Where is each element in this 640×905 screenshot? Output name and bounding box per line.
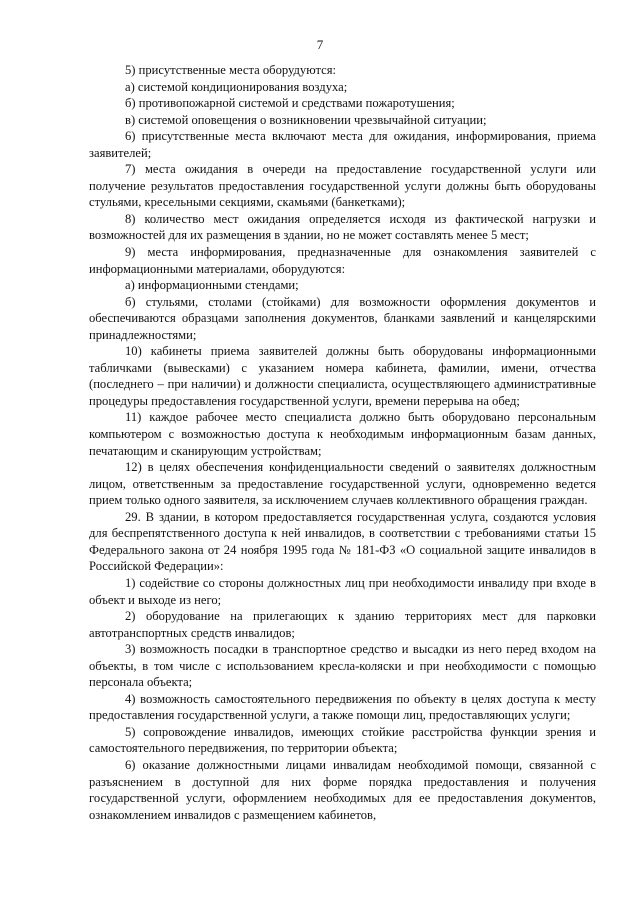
- paragraph: 2) оборудование на прилегающих к зданию территориях мест для парковки автотранспортных средств инвалидов;: [89, 609, 596, 640]
- paragraph: 10) кабинеты приема заявителей должны быть оборудованы информационными табличками (вывесками) с указанием номера кабинета, фамилии, имени, отчества (последнего – при наличии) и должности специалиста, осуществляющего административные процедуры предоставления государственной услуги, времени перерыва на обед;: [89, 344, 596, 408]
- paragraph: 3) возможность посадки в транспортное средство и высадки из него перед входом на объекты, в том числе с использованием кресла-коляски и при необходимости с помощью персонала объекта;: [89, 642, 596, 690]
- paragraph: 1) содействие со стороны должностных лиц при необходимости инвалиду при входе в объект и выходе из него;: [89, 575, 596, 607]
- page-number: 7: [316, 37, 324, 52]
- paragraph: 5) сопровождение инвалидов, имеющих стойкие расстройства функции зрения и самостоятельного передвижения, по территории объекта;: [89, 724, 596, 756]
- paragraph: 12) в целях обеспечения конфиденциальности сведений о заявителях должностным лицом, ответственным за предоставление государственной услуги, одновременно ведется прием только одного заявителя, за исключением случаев коллективного обращения граждан.: [89, 460, 596, 508]
- paragraph: а) информационными стендами;: [125, 278, 299, 293]
- paragraph: 5) присутственные места оборудуются:: [125, 63, 337, 77]
- paragraph: 4) возможность самостоятельного передвижения по объекту в целях доступа к месту предоставления государственной услуги, а также помощи лиц, предоставляющих услуги;: [89, 691, 596, 723]
- paragraph: в) системой оповещения о возникновении чрезвычайной ситуации;: [125, 112, 487, 127]
- paragraph: б) противопожарной системой и средствами пожаротушения;: [125, 96, 455, 111]
- paragraph: 6) оказание должностными лицами инвалидам необходимой помощи, связанной с разъяснением в доступной для них форме порядка предоставления и получения государственной услуги, оформлением необходимых для ее предоставления документов, ознакомлением инвалидов с размещением кабинетов,: [89, 757, 596, 822]
- paragraph: 11) каждое рабочее место специалиста должно быть оборудовано персональным компьютером с возможностью доступа к необходимым информационным базам данных, печатающим и сканирующим устройствам;: [89, 410, 596, 458]
- paragraph: 29. В здании, в котором предоставляется государственная услуга, создаются условия для беспрепятственного доступа к ней инвалидов, в соответствии с требованиями статьи 15 Федерального закона от 24 ноября 1995 года № 181-ФЗ «О социальной защите инвалидов в Российской Федерации»:: [89, 509, 596, 574]
- document-text: [89, 62, 596, 823]
- paragraph: б) стульями, столами (стойками) для возможности оформления документов и обеспечиваются образцами заполнения документов, бланками заявлений и канцелярскими принадлежностями;: [89, 294, 596, 342]
- paragraph: 7) места ожидания в очереди на предоставление государственной услуги или получение результатов предоставления государственной услуги должны быть оборудованы стульями, кресельными секциями, скамьями (банкетками);: [89, 162, 596, 210]
- paragraph: 8) количество мест ожидания определяется исходя из фактической нагрузки и возможностей для их размещения в здании, но не может составлять менее 5 мест;: [89, 211, 596, 243]
- paragraph: а) системой кондиционирования воздуха;: [125, 79, 348, 94]
- paragraph: 9) места информирования, предназначенные для ознакомления заявителей с информационными материалами, оборудуются:: [89, 245, 596, 276]
- paragraph: 6) присутственные места включают места для ожидания, информирования, приема заявителей;: [89, 129, 596, 160]
